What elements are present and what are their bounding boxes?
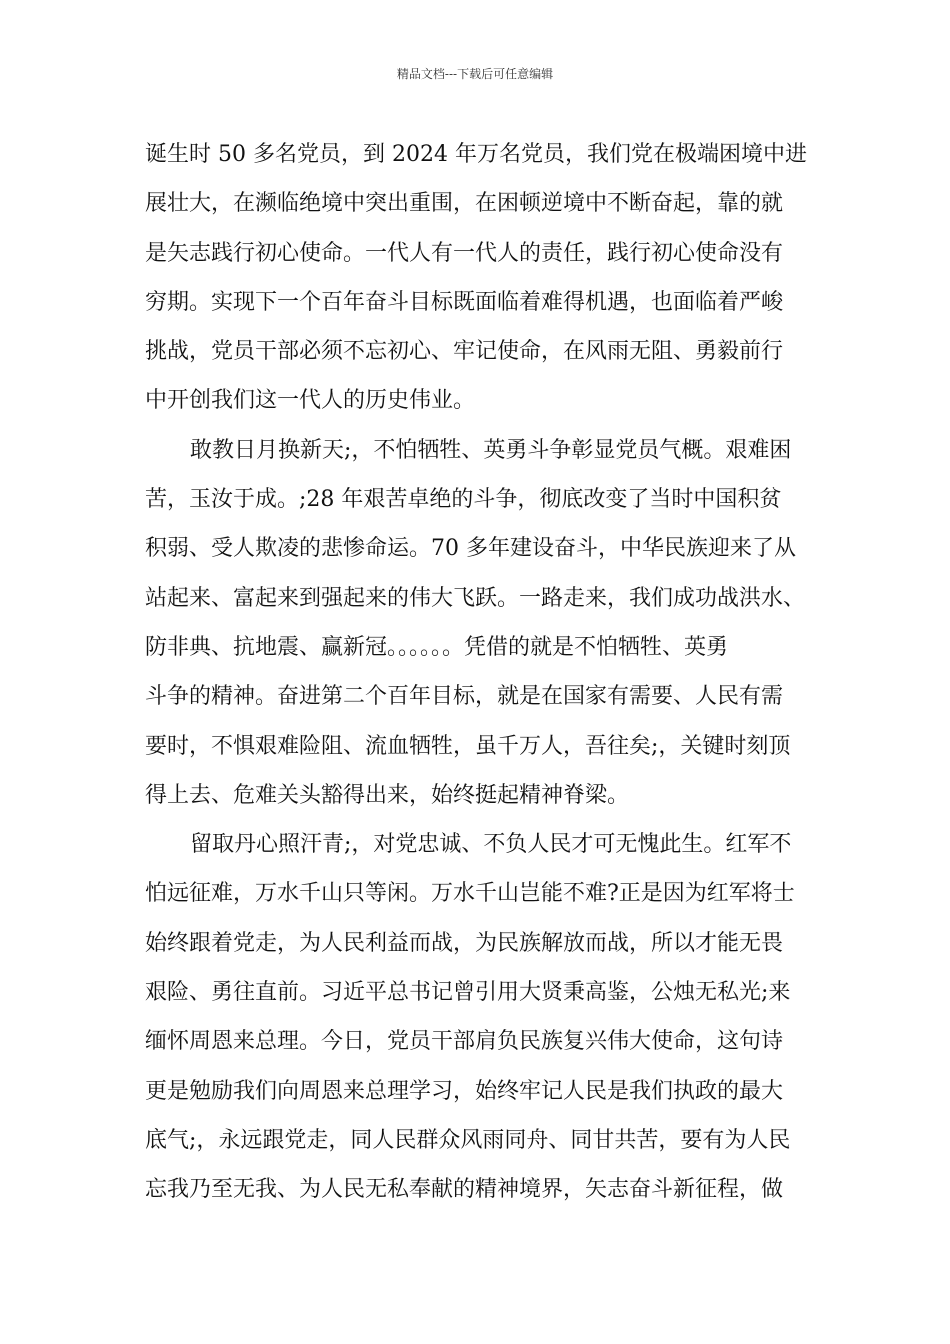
text-line: 忘我乃至无我、为人民无私奉献的精神境界，矢志奋斗新征程，做	[145, 1177, 784, 1203]
text-line: 斗争的精神。奋进第二个百年目标，就是在国家有需要、人民有需	[145, 684, 784, 710]
text-line: 得上去、危难关头豁得出来，始终挺起精神脊梁。	[145, 782, 630, 808]
text-line: 防非典、抗地震、赢新冠。。。。。。凭借的就是不怕牺牲、英勇	[145, 634, 729, 660]
text-line: 挑战，党员干部必须不忘初心、牢记使命，在风雨无阻、勇毅前行	[145, 339, 784, 365]
paragraph	[145, 426, 815, 820]
text-line: 展壮大，在濒临绝境中突出重围，在困顿逆境中不断奋起，靠的就	[145, 191, 784, 217]
text-line: 积弱、受人欺凌的悲惨命运。70 多年建设奋斗，中华民族迎来了从	[145, 536, 796, 562]
text-line: 中开创我们这一代人的历史伟业。	[145, 388, 476, 414]
text-line: 诞生时 50 多名党员，到 2024 年万名党员，我们党在极端困境中进	[145, 142, 807, 167]
text-line: 始终跟着党走，为人民利益而战，为民族解放而战，所以才能无畏	[145, 930, 784, 956]
text-line: 艰险、勇往直前。习近平总书记曾引用大贤秉高鉴，公烛无私光;来	[145, 980, 791, 1006]
paragraph	[145, 130, 815, 426]
page-header: 精品文档---下载后可任意编辑	[396, 67, 554, 81]
document-body	[145, 130, 815, 1215]
text-line: 敢教日月换新天;，不怕牺牲、英勇斗争彰显党员气概。艰难困	[190, 437, 792, 463]
text-line: 苦，玉汝于成。;28 年艰苦卓绝的斗争，彻底改变了当时中国积贫	[145, 487, 782, 513]
text-line: 留取丹心照汗青;，对党忠诚、不负人民才可无愧此生。红军不	[190, 832, 792, 858]
text-line: 底气;，永远跟党走，同人民群众风雨同舟、同甘共苦，要有为人民	[145, 1127, 791, 1153]
text-line: 站起来、富起来到强起来的伟大飞跃。一路走来，我们成功战洪水、	[145, 585, 806, 611]
text-line: 穷期。实现下一个百年奋斗目标既面临着难得机遇，也面临着严峻	[145, 289, 784, 315]
text-line: 缅怀周恩来总理。今日，党员干部肩负民族复兴伟大使命，这句诗	[145, 1029, 784, 1055]
text-line: 要时，不惧艰难险阻、流血牺牲，虽千万人，吾往矣;，关键时刻顶	[145, 733, 791, 759]
text-line: 更是勉励我们向周恩来总理学习，始终牢记人民是我们执政的最大	[145, 1078, 784, 1104]
text-line: 怕远征难，万水千山只等闲。万水千山岂能不难?正是因为红军将士	[145, 881, 795, 907]
paragraph	[145, 820, 815, 1214]
text-line: 是矢志践行初心使命。一代人有一代人的责任，践行初心使命没有	[145, 240, 784, 266]
